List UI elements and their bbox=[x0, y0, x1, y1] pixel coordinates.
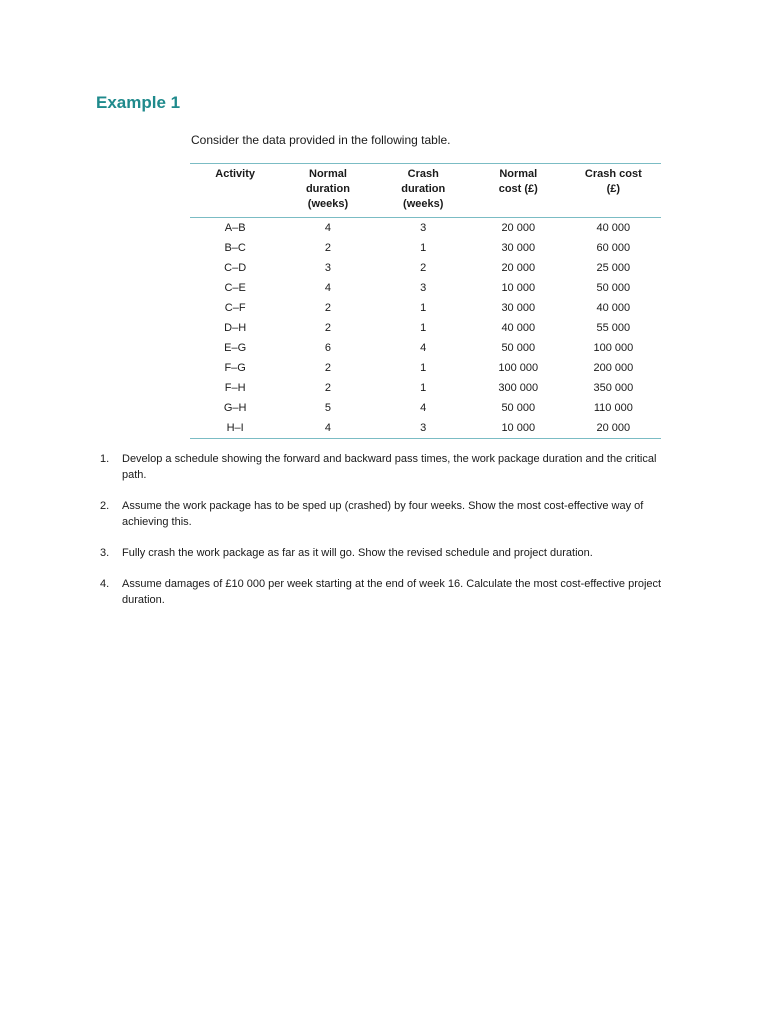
cell-crash-duration: 3 bbox=[420, 422, 427, 434]
cell-crash-duration: 4 bbox=[420, 402, 427, 414]
header-crash-duration bbox=[376, 164, 471, 218]
cell-crash-cost: 200 000 bbox=[593, 362, 634, 374]
cell-normal-cost: 100 000 bbox=[498, 362, 539, 374]
question-item bbox=[100, 451, 665, 483]
activity-table bbox=[190, 163, 661, 439]
question-text: Develop a schedule showing the forward and backward pass times, the work package duration and the critical path. bbox=[122, 453, 657, 481]
table-row bbox=[190, 278, 661, 298]
cell-normal-duration: 4 bbox=[324, 422, 332, 434]
cell-crash-duration: 4 bbox=[420, 342, 427, 354]
cell-activity: B–C bbox=[224, 242, 246, 254]
cell-crash-cost: 50 000 bbox=[596, 282, 631, 294]
question-number: 4. bbox=[100, 578, 110, 590]
question-item bbox=[100, 545, 665, 561]
cell-normal-duration: 2 bbox=[324, 382, 332, 394]
cell-crash-cost: 350 000 bbox=[593, 382, 634, 394]
intro-text: Consider the data provided in the following table. bbox=[191, 133, 451, 147]
cell-normal-duration: 2 bbox=[324, 322, 332, 334]
cell-normal-duration: 2 bbox=[324, 362, 332, 374]
table-row bbox=[190, 418, 661, 439]
table-header-row bbox=[190, 164, 661, 218]
cell-crash-cost: 40 000 bbox=[596, 222, 631, 234]
header-line: Activity bbox=[215, 168, 256, 180]
header-line: (weeks) bbox=[403, 198, 444, 210]
cell-crash-duration: 1 bbox=[420, 302, 427, 314]
cell-activity: G–H bbox=[223, 402, 247, 414]
header-line: duration bbox=[401, 183, 446, 195]
header-line: (weeks) bbox=[307, 198, 349, 210]
question-number: 3. bbox=[100, 547, 110, 559]
cell-normal-cost: 10 000 bbox=[501, 422, 536, 434]
cell-normal-cost: 10 000 bbox=[501, 282, 536, 294]
table-row bbox=[190, 258, 661, 278]
cell-activity: H–I bbox=[226, 422, 244, 434]
cell-activity: C–E bbox=[224, 282, 246, 294]
cell-activity: D–H bbox=[224, 322, 247, 334]
header-line: Crash cost bbox=[584, 168, 642, 180]
cell-activity: C–D bbox=[224, 262, 247, 274]
cell-crash-cost: 110 000 bbox=[593, 402, 633, 414]
cell-normal-duration: 2 bbox=[324, 302, 332, 314]
header-normal-duration bbox=[280, 164, 375, 218]
cell-crash-cost: 55 000 bbox=[596, 322, 631, 334]
activity-table-container bbox=[190, 163, 661, 439]
question-number: 1. bbox=[100, 453, 110, 465]
cell-normal-cost: 20 000 bbox=[501, 222, 536, 234]
cell-normal-cost: 30 000 bbox=[501, 242, 536, 254]
question-list bbox=[100, 451, 665, 623]
cell-normal-duration: 3 bbox=[324, 262, 332, 274]
header-line: Normal bbox=[309, 168, 347, 180]
cell-normal-duration: 2 bbox=[324, 242, 332, 254]
cell-crash-duration: 1 bbox=[420, 322, 427, 334]
cell-normal-duration: 6 bbox=[324, 342, 332, 354]
cell-normal-duration: 5 bbox=[324, 402, 332, 414]
cell-activity: A–B bbox=[224, 222, 246, 234]
cell-crash-cost: 100 000 bbox=[593, 342, 634, 354]
question-text: Assume damages of £10 000 per week starting at the end of week 16. Calculate the most cost-effective project duration. bbox=[122, 578, 662, 606]
cell-activity: C–F bbox=[224, 302, 246, 314]
header-line: duration bbox=[305, 183, 350, 195]
header-normal-cost bbox=[471, 164, 566, 218]
header-activity bbox=[190, 164, 280, 218]
page-heading: Example 1 bbox=[96, 93, 181, 112]
header-line: Normal bbox=[499, 168, 538, 180]
table-row bbox=[190, 398, 661, 418]
cell-crash-duration: 1 bbox=[420, 362, 427, 374]
cell-crash-cost: 25 000 bbox=[596, 262, 631, 274]
cell-crash-duration: 3 bbox=[420, 222, 427, 234]
cell-activity: F–G bbox=[224, 362, 246, 374]
question-item bbox=[100, 498, 665, 530]
cell-crash-cost: 20 000 bbox=[596, 422, 631, 434]
cell-crash-duration: 1 bbox=[420, 242, 427, 254]
header-line: cost (£) bbox=[498, 183, 538, 195]
table-row bbox=[190, 358, 661, 378]
table-row bbox=[190, 318, 661, 338]
cell-normal-cost: 40 000 bbox=[501, 322, 536, 334]
cell-normal-cost: 20 000 bbox=[501, 262, 536, 274]
cell-normal-cost: 300 000 bbox=[498, 382, 539, 394]
cell-normal-duration: 4 bbox=[324, 222, 332, 234]
header-crash-cost bbox=[566, 164, 661, 218]
table-row bbox=[190, 338, 661, 358]
header-line: (£) bbox=[606, 183, 621, 195]
cell-crash-duration: 2 bbox=[420, 262, 427, 274]
question-item bbox=[100, 576, 665, 608]
cell-normal-cost: 50 000 bbox=[501, 402, 536, 414]
cell-activity: E–G bbox=[224, 342, 247, 354]
question-text: Assume the work package has to be sped up (crashed) by four weeks. Show the most cost-effective way of achieving this. bbox=[122, 500, 644, 528]
table-row bbox=[190, 218, 661, 239]
cell-crash-duration: 1 bbox=[420, 382, 427, 394]
cell-normal-duration: 4 bbox=[324, 282, 332, 294]
cell-normal-cost: 50 000 bbox=[501, 342, 536, 354]
cell-normal-cost: 30 000 bbox=[501, 302, 536, 314]
question-number: 2. bbox=[100, 500, 110, 512]
header-line: Crash bbox=[407, 168, 439, 180]
table-row bbox=[190, 298, 661, 318]
cell-crash-duration: 3 bbox=[420, 282, 427, 294]
cell-crash-cost: 60 000 bbox=[596, 242, 631, 254]
table-row bbox=[190, 238, 661, 258]
cell-activity: F–H bbox=[224, 382, 246, 394]
table-row bbox=[190, 378, 661, 398]
cell-crash-cost: 40 000 bbox=[596, 302, 631, 314]
question-text: Fully crash the work package as far as it will go. Show the revised schedule and project duration. bbox=[122, 547, 593, 559]
